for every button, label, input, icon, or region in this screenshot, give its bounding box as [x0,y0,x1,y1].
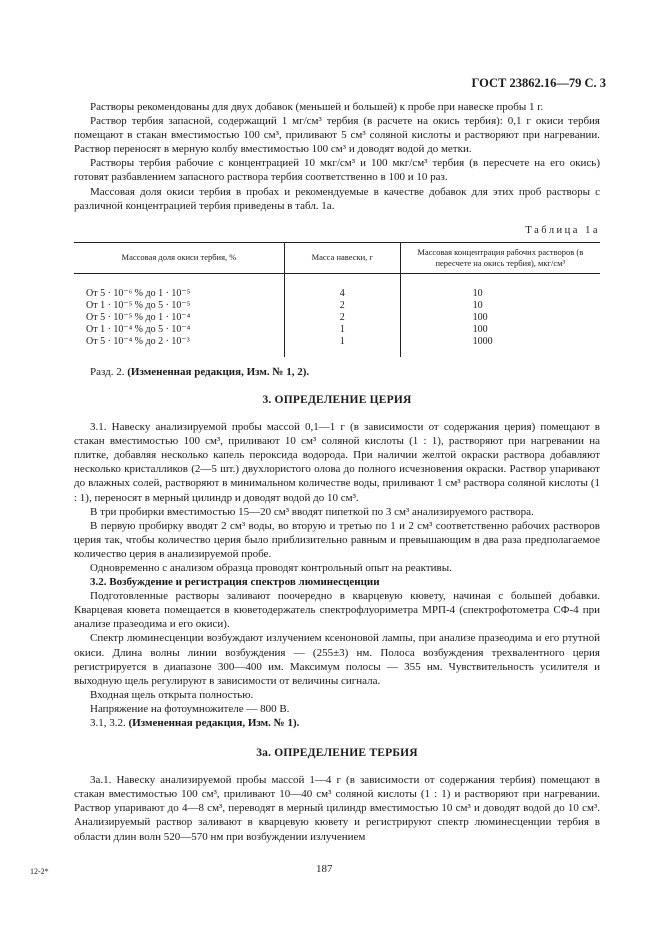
data-table [74,242,600,357]
table-cell: 1 [284,324,400,336]
table-cell: 100 [400,312,600,324]
page-header: ГОСТ 23862.16—79 С. 3 [471,76,606,90]
table-header-row [74,242,600,273]
paragraph: В три пробирки вместимостью 15—20 см³ вводят пипеткой по 3 см³ анализируемого раствора. [90,505,534,518]
table-cell: 1 [284,336,400,357]
table-cell: От 5 · 10⁻⁴ % до 2 · 10⁻³ [86,335,190,347]
paragraph: Входная щель открыта полностью. [90,688,254,701]
paragraph: В первую пробирку вводят 2 см³ воды, во вторую и третью по 1 и 2 см³ соответственно рабочих растворов церия так, чтобы количество церия было приблизительно равным и превышающим в два раза предполагаемое количество церия в анализируемой пробе. [74,519,600,560]
table-cell: 2 [284,312,400,324]
subsection-title: 3.2. Возбуждение и регистрация спектров люминесценции [90,576,380,589]
table-caption: Таблица 1а [525,224,600,236]
amendment-prefix: 3.1, 3.2. [90,717,129,729]
table-cell: От 1 · 10⁻⁵ % до 5 · 10⁻⁵ [86,299,191,311]
table-row [74,312,600,324]
column-header: Масса навески, г [284,242,400,273]
section-title: 3а. ОПРЕДЕЛЕНИЕ ТЕРБИЯ [256,747,418,760]
amendment-bold: (Измененная редакция, Изм. № 1). [128,717,300,729]
paragraph: Подготовленные растворы заливают поочередно в кварцевую кювету, начиная с большей добавки. Кварцевая кювета помещается в кюветодержатель спектрофлуориметра МРП-4 (спектрофотометра СФ-4 при анализе празеодима и его окиси). [74,590,600,631]
page-number: 187 [316,863,333,875]
table-cell: 4 [284,273,400,300]
table-row [74,324,600,336]
section-title: 3. ОПРЕДЕЛЕНИЕ ЦЕРИЯ [262,393,412,406]
amendment-note [74,365,600,379]
paragraph: Напряжение на фотоумножителе — 800 В. [90,702,290,715]
paragraph: 3.1. Навеску анализируемой пробы массой 0,1—1 г (в зависимости от содержания церия) помещают в стакан вместимостью 100 см³, приливают 10 см³ соляной кислоты (1 : 1), растворяют при нагревании на плитке, добавляя несколько капель пероксида водорода. При наличии желтой окраски раствора добавляют несколько кристалликов (2—5 шт.) двухлористого олова до полного исчезновения окраски. Раствор упаривают до влажных солей, растворяют в минимальном количестве воды, приливают 1 см³ раствора соляной кислоты (1 : 1), переносят в мерный цилиндр и доводят водой до 10 см³. [74,421,600,504]
paragraph: Одновременно с анализом образца проводят контрольный опыт на реактивы. [90,561,452,574]
column-header: Массовая концентрация рабочих растворов (в пересчете на окись тербия), мкг/см³ [400,242,600,273]
table-cell: 10 [400,273,600,300]
table-cell: От 5 · 10⁻⁵ % до 1 · 10⁻⁴ [86,311,191,323]
amendment-note [74,716,600,730]
table-cell: 1000 [400,336,600,357]
table-row [74,336,600,357]
table-cell: От 1 · 10⁻⁴ % до 5 · 10⁻⁴ [86,323,191,335]
table-cell: 100 [400,324,600,336]
document-body [74,100,600,844]
table-row [74,273,600,300]
paragraph: Массовая доля окиси тербия в пробах и рекомендуемые в качестве добавок для этих проб растворы с различной концентрацией тербия приведены в табл. 1а. [74,185,600,212]
table-row [74,300,600,312]
table-cell: 2 [284,300,400,312]
paragraph: Растворы рекомендованы для двух добавок (меньшей и большей) к пробе при навеске пробы 1 г. [90,101,544,113]
footer-code: 12-2* [30,867,49,876]
paragraph: Растворы тербия рабочие с концентрацией 10 мкг/см³ и 100 мкг/см³ тербия (в пересчете на его окись) готовят разбавлением запасного раствора тербия соответственно в 100 и 10 раз. [74,157,600,184]
paragraph: Спектр люминесценции возбуждают излучением ксеноновой лампы, при анализе празеодима и его ртутной окиси. Длина волны линии возбуждения — (255±3) нм. Полоса возбуждения трехвалентного церия регистрируется в диапазоне 300—400 им. Максимум полосы — 355 нм. Чувствительность усилителя и выходную щель регулируют в зависимости от величины сигнала. [74,632,600,687]
table-cell: 10 [400,300,600,312]
table-cell: От 5 · 10⁻⁶ % до 1 · 10⁻⁵ [86,287,191,299]
amendment-bold: (Измененная редакция, Изм. № 1, 2). [127,365,310,378]
paragraph: 3а.1. Навеску анализируемой пробы массой 1—4 г (в зависимости от содержания тербия) помещают в стакан вместимостью 100 см³, приливают 10—40 см³ соляной кислоты (1 : 1) и растворяют при нагревании. Раствор упаривают до 4—8 см³, переводят в мерный цилиндр вместимостью 10 см³ и доводят водой до 10 см³. Анализируемый раствор заливают в кварцевую кювету и регистрируют спектр люминесценции тербия в области длин волн 520—570 нм при возбуждении излучением [74,774,600,843]
column-header: Массовая доля окиси тербия, % [74,242,284,273]
paragraph: Раствор тербия запасной, содержащий 1 мг/см³ тербия (в расчете на окись тербия): 0,1 г окиси тербия помещают в стакан вместимостью 100 см³, приливают 5 см³ соляной кислоты и растворяют при нагревании. Раствор переносят в мерную колбу вместимостью 100 см³ и доводят водой до метки. [74,115,600,156]
amendment-prefix: Разд. 2. [90,365,128,378]
